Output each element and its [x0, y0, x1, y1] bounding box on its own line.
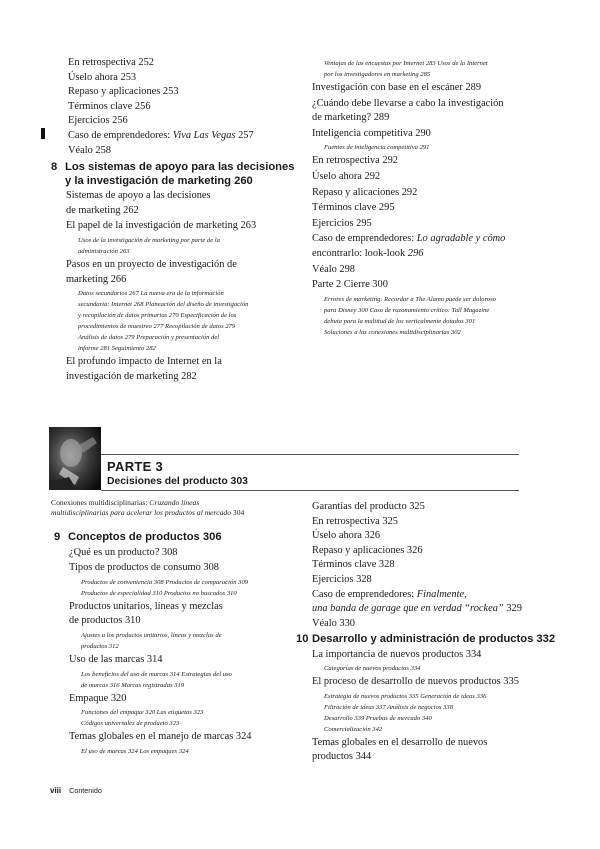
multidisciplinary-intro[interactable]: Conexiones multidisciplinarias: Cruzando líneas multidisciplinarias para acelerar los productos al mercado 304 [51, 498, 245, 517]
toc-entry[interactable]: El papel de la investigación de marketing 263 [66, 220, 257, 232]
toc-entry[interactable]: Caso de emprendedores: Viva Las Vegas 257 [68, 129, 254, 141]
chapter-9-title[interactable]: 9 Conceptos de productos 306 [54, 531, 222, 543]
toc-right-top [312, 57, 544, 338]
toc-subtopics: Ventajas de las encuestas por Internet 283 Usos de la Internet por los investigadores en marketing 285 [324, 60, 488, 78]
toc-entry[interactable]: Úselo ahora 253 [68, 71, 137, 83]
chapter-8 [51, 161, 301, 384]
toc-subtopics: Productos de conveniencia 308 Productos de comparación 309 Productos de especialidad 310 Productos no buscados 310 [81, 578, 249, 597]
toc-entry[interactable]: El proceso de desarrollo de nuevos productos 335 [312, 676, 519, 688]
toc-entry[interactable]: ¿Qué es un producto? 308 [69, 546, 178, 558]
toc-entry[interactable]: En retrospectiva 292 [312, 155, 398, 167]
toc-entry[interactable]: En retrospectiva 325 [312, 515, 398, 527]
toc-subtopics: Categorías de nuevos productos 334 [324, 665, 421, 673]
toc-left-top [68, 56, 298, 158]
toc-entry[interactable]: Repaso y alicaciones 292 [312, 186, 418, 198]
toc-entry[interactable]: Inteligencia competitiva 290 [312, 127, 431, 139]
toc-subtopics: Funciones del empaque 320 Las etiquetas 323 Códigos universales de producto 323 [81, 709, 204, 728]
toc-entry[interactable]: Términos clave 295 [312, 202, 395, 214]
part-divider-top [101, 454, 519, 455]
part-divider-bottom [101, 490, 519, 491]
toc-entry[interactable]: Caso de emprendedores: Lo agradable y cómo encontrarlo: look-look 296 [312, 233, 506, 259]
page-footer [50, 786, 102, 795]
toc-entry[interactable]: Sistemas de apoyo a las decisiones de marketing 262 [66, 190, 211, 216]
toc-entry[interactable]: Ejercicios 256 [68, 115, 128, 127]
toc-entry[interactable]: Véalo 258 [68, 144, 111, 156]
toc-entry[interactable]: En retrospectiva 252 [68, 57, 154, 68]
chapter-10-title[interactable]: 10 Desarrollo y administración de productos 332 [296, 633, 556, 645]
toc-subtopics: Los beneficios del uso de marcas 314 Estrategias del uso de marcas 316 Marcas registradas 319 [81, 670, 232, 689]
chapter-10 [296, 633, 556, 765]
toc-entry[interactable]: Parte 2 Cierre 300 [312, 279, 388, 291]
toc-entry[interactable]: Tipos de productos de consumo 308 [69, 562, 219, 574]
toc-subtopics: Errores de marketing: Recordar a The Alamo puede ser doloroso para Disney 300 Caso de razonamiento crítico: Tall Magazine debuta para la multitud de los verticalmente dotados 301 Soluciones a las conexiones multidisciplinarias 302 [324, 295, 496, 336]
toc-entry[interactable]: Productos unitarios, líneas y mezclas de productos 310 [69, 600, 223, 627]
toc-subtopics: Ajustes a los productos unitarios, líneas y mezclas de productos 312 [81, 631, 222, 650]
part-3-subtitle[interactable]: Decisiones del producto 303 [107, 476, 248, 487]
toc-entry[interactable]: Úselo ahora 292 [312, 170, 381, 182]
toc-entry[interactable]: Repaso y aplicaciones 253 [68, 86, 179, 98]
toc-entry[interactable]: El profundo impacto de Internet en la investigación de marketing 282 [66, 356, 222, 382]
toc-subtopics: Estrategia de nuevos productos 335 Generación de ideas 336 Filtración de ideas 337 Análisis de negocios 338 Desarrollo 339 Pruebas de mercado 340 Comercialización 342 [324, 692, 487, 733]
toc-entry[interactable]: Temas globales en el manejo de marcas 324 [69, 731, 252, 743]
part-3-label: PARTE 3 [107, 459, 164, 474]
toc-entry[interactable]: Véalo 298 [312, 263, 355, 275]
toc-entry[interactable]: Pasos en un proyecto de investigación de marketing 266 [66, 258, 237, 285]
toc-right-bottom [312, 500, 544, 631]
chapter-8-title[interactable]: 8 Los sistemas de apoyo para las decisiones y la investigación de marketing 260 [51, 161, 295, 187]
toc-entry[interactable]: Temas globales en el desarrollo de nuevos productos 344 [312, 736, 488, 763]
toc-entry[interactable]: ¿Cuándo debe llevarse a cabo la investigación de marketing? 289 [312, 97, 504, 124]
toc-entry[interactable]: Repaso y aplicaciones 326 [312, 544, 423, 556]
toc-entry[interactable]: Ejercicios 295 [312, 217, 372, 229]
chapter-9 [54, 531, 294, 757]
toc-subtopics: Usos de la investigación de marketing por parte de la administración 263 [78, 236, 220, 255]
toc-entry[interactable]: Úselo ahora 326 [312, 530, 381, 542]
part-3-photo [49, 427, 101, 490]
toc-entry[interactable]: Empaque 320 [69, 692, 127, 704]
toc-subtopics: Fuentes de inteligencia competitiva 291 [324, 144, 430, 152]
toc-entry[interactable]: Términos clave 256 [68, 100, 151, 112]
toc-entry[interactable]: Véalo 330 [312, 617, 355, 629]
toc-entry[interactable]: Caso de emprendedores: Finalmente, una banda de garage que en verdad “rockea” 329 [312, 588, 522, 615]
toc-entry[interactable]: La importancia de nuevos productos 334 [312, 648, 482, 660]
toc-entry[interactable]: Términos clave 328 [312, 559, 395, 571]
toc-entry[interactable]: Uso de las marcas 314 [69, 653, 163, 665]
margin-marker [41, 128, 45, 139]
toc-entry[interactable]: Ejercicios 328 [312, 573, 372, 585]
page-number: viii [50, 786, 62, 795]
toc-entry[interactable]: Investigación con base en el escáner 289 [312, 82, 482, 93]
toc-subtopics: El uso de marcas 324 Los empaques 324 [81, 747, 189, 755]
toc-entry[interactable]: Garantías del producto 325 [312, 501, 425, 512]
toc-subtopics: Datos secundarios 267 La nueva era de la información secundaria: Internet 268 Planeación del diseño de investigación y recopilación de datos primarios 270 Especificación de los procedimientos de muestreo 277 Recopilación de datos 279 Análisis de datos 279 Preparación y presentación del informe 281 Seguimiento 282 [78, 290, 249, 353]
footer-label: Contenido [69, 786, 102, 795]
